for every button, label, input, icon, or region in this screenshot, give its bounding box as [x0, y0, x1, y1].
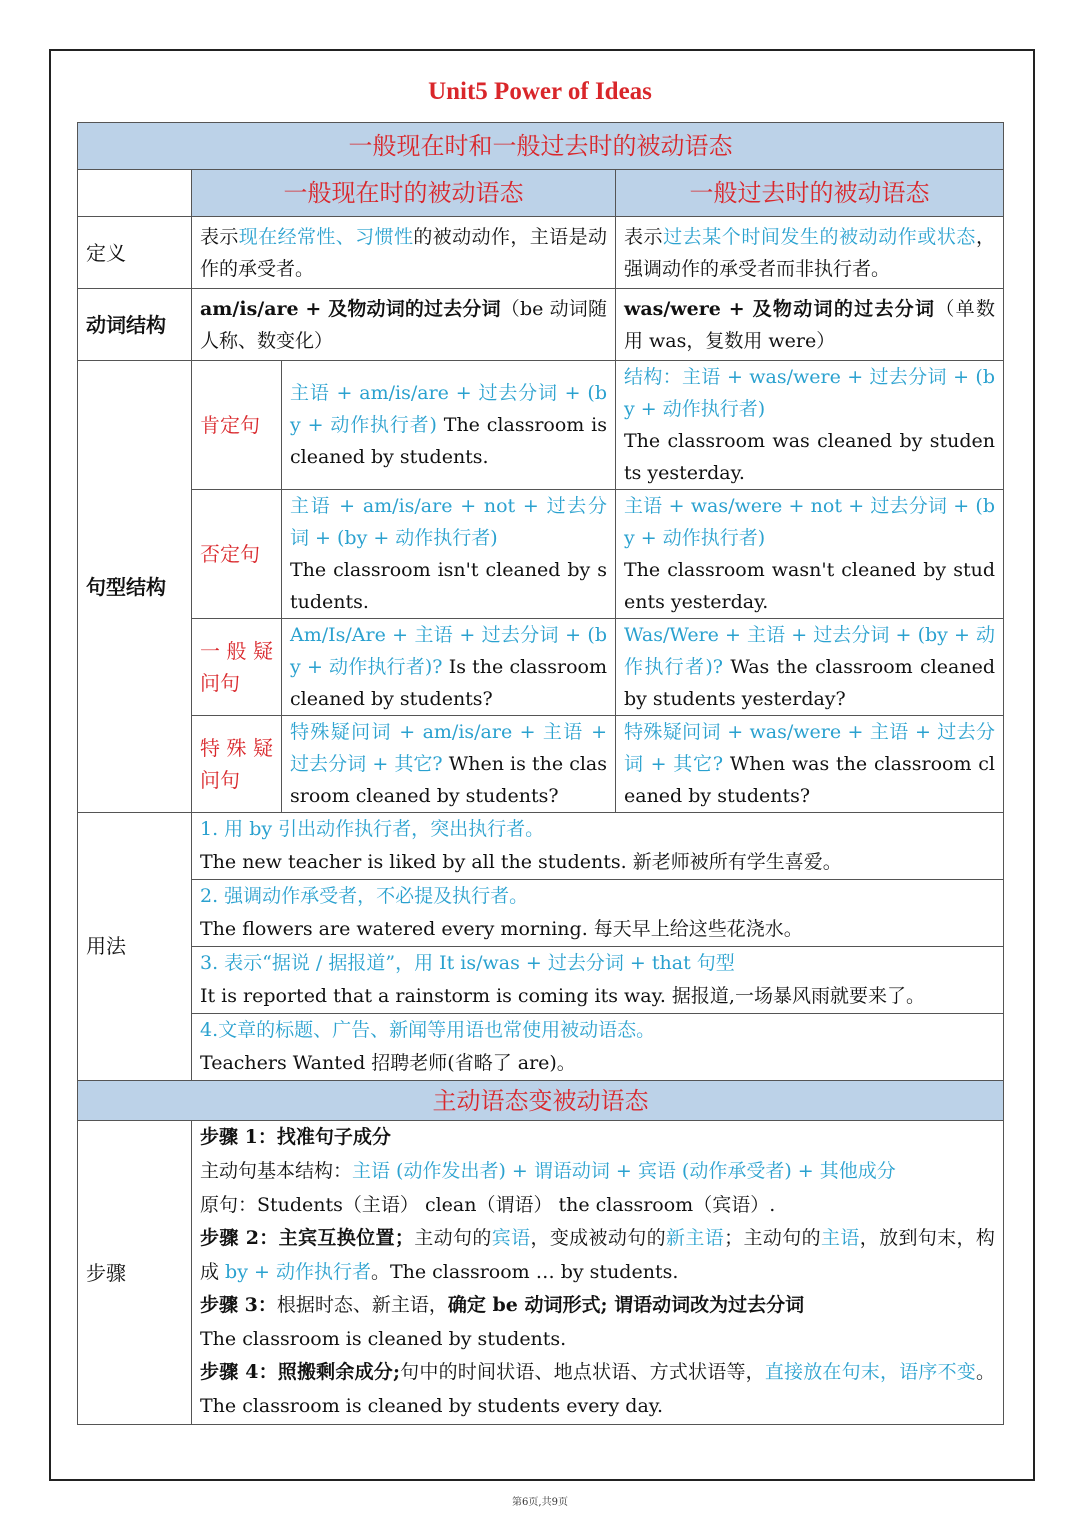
definition-past: 表示过去某个时间发生的被动动作或状态，强调动作的承受者而非执行者。 — [616, 217, 1004, 289]
sentence-past: 结构：主语 + was/were + 过去分词 + (by + 动作执行者) The classroom was cleaned by students yesterday. — [616, 361, 1004, 490]
row-label-verb-structure: 动词结构 — [78, 289, 192, 361]
verb-structure-past: was/were + 及物动词的过去分词（单数用 was，复数用 were） — [616, 289, 1004, 361]
sentence-type: 肯定句 — [192, 361, 282, 490]
sentence-past: 主语 + was/were + not + 过去分词 + (by + 动作执行者) The classroom wasn't cleaned by students yesterday. — [616, 490, 1004, 619]
row-label-usage: 用法 — [78, 813, 192, 1081]
row-label-steps: 步骤 — [78, 1121, 192, 1425]
section-header-passive: 一般现在时和一般过去时的被动语态 — [78, 123, 1004, 170]
sentence-present: 主语 + am/is/are + 过去分词 + (by + 动作执行者) The classroom is cleaned by students. — [282, 361, 616, 490]
sentence-past: Was/Were + 主语 + 过去分词 + (by + 动作执行者)? Was the classroom cleaned by students yesterday? — [616, 619, 1004, 716]
sentence-present: 特殊疑问词 + am/is/are + 主语 + 过去分词 + 其它? When is the classroom cleaned by students? — [282, 716, 616, 813]
usage-item: 1. 用 by 引出动作执行者，突出执行者。 The new teacher is liked by all the students. 新老师被所有学生喜爱。 — [192, 813, 1004, 880]
usage-item: 2. 强调动作承受者，不必提及执行者。 The flowers are watered every morning. 每天早上给这些花浇水。 — [192, 880, 1004, 947]
sentence-present: 主语 + am/is/are + not + 过去分词 + (by + 动作执行者) The classroom isn't cleaned by students. — [282, 490, 616, 619]
sentence-type: 特殊疑问句 — [192, 716, 282, 813]
usage-item: 3. 表示“据说 / 据报道”，用 It is/was + 过去分词 + that 句型 It is reported that a rainstorm is coming its way. 据报道,一场暴风雨就要来了。 — [192, 947, 1004, 1014]
sentence-type: 否定句 — [192, 490, 282, 619]
column-header-past: 一般过去时的被动语态 — [616, 170, 1004, 217]
page-title: Unit5 Power of Ideas — [428, 78, 652, 105]
grammar-table — [77, 122, 1004, 1425]
definition-present: 表示现在经常性、习惯性的被动动作，主语是动作的承受者。 — [192, 217, 616, 289]
page-number: 第6页,共9页 — [512, 1497, 568, 1508]
steps-content: 步骤 1：找准句子成分 主动句基本结构：主语 (动作发出者) + 谓语动词 + 宾语 (动作承受者) + 其他成分 原句：Students（主语） clean（谓语） the classroom（宾语）. 步骤 2：主宾互换位置；主动句的宾语，变成被动句的新主语；主动句的主语，放到句末，构成 by + 动作执行者。The classroom … by students. 步骤 3：根据时态、新主语，确定 be 动词形式; 谓语动词改为过去分词 The classroom is cleaned by students. 步骤 4：照搬剩余成分;句中的时间状语、地点状语、方式状语等，直接放在句末，语序不变。The classroom is cleaned by students every day. — [192, 1121, 1004, 1425]
section-header-active-to-passive: 主动语态变被动语态 — [78, 1081, 1004, 1121]
sentence-past: 特殊疑问词 + was/were + 主语 + 过去分词 + 其它? When was the classroom cleaned by students? — [616, 716, 1004, 813]
empty-cell — [78, 170, 192, 217]
usage-item: 4.文章的标题、广告、新闻等用语也常使用被动语态。 Teachers Wanted 招聘老师(省略了 are)。 — [192, 1014, 1004, 1081]
row-label-sentence-structure: 句型结构 — [78, 361, 192, 813]
verb-structure-present: am/is/are + 及物动词的过去分词（be 动词随人称、数变化） — [192, 289, 616, 361]
sentence-type: 一般疑问句 — [192, 619, 282, 716]
column-header-present: 一般现在时的被动语态 — [192, 170, 616, 217]
row-label-definition: 定义 — [78, 217, 192, 289]
sentence-present: Am/Is/Are + 主语 + 过去分词 + (by + 动作执行者)? Is the classroom cleaned by students? — [282, 619, 616, 716]
